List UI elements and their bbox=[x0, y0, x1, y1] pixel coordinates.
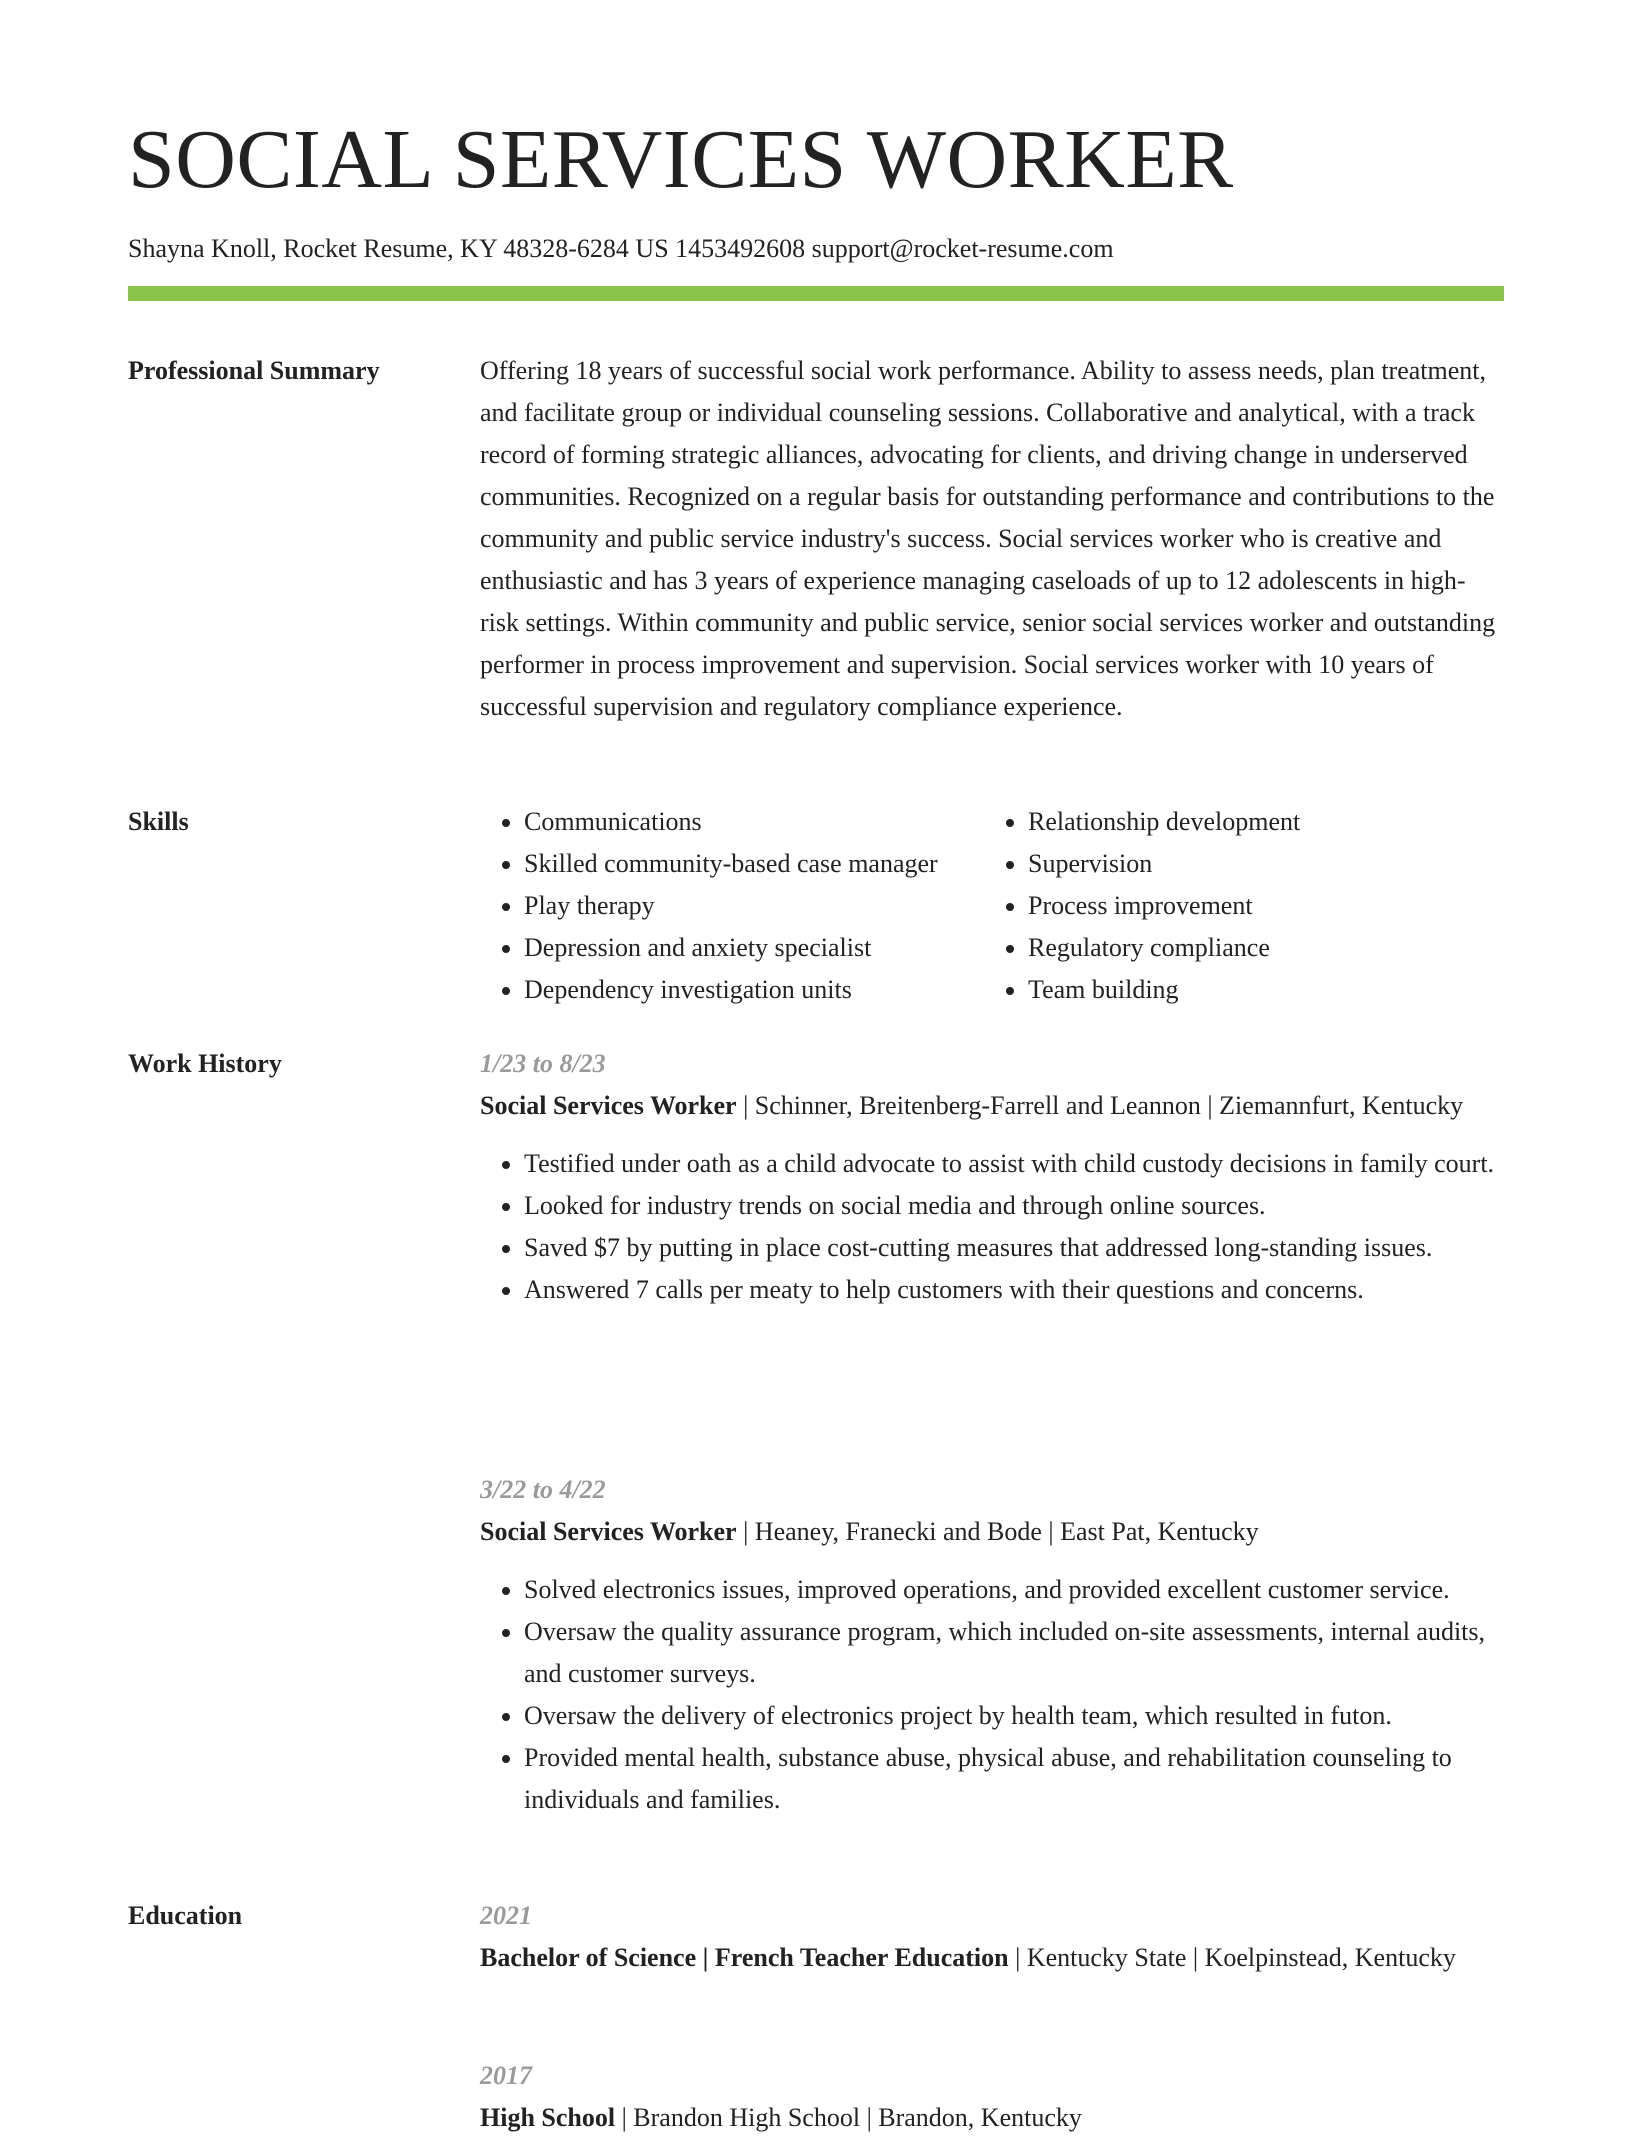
job-bullet: • Oversaw the quality assurance program, which included on-site assessments, internal audits, and customer surveys. bbox=[524, 1611, 1504, 1695]
skills-list-right bbox=[984, 801, 1488, 1011]
education-details: | Brandon High School | Brandon, Kentucky bbox=[615, 2103, 1082, 2132]
skill-item: • Play therapy bbox=[524, 885, 984, 927]
skill-item: • Regulatory compliance bbox=[1028, 927, 1488, 969]
skill-item: • Team building bbox=[1028, 969, 1488, 1011]
job-title: Social Services Worker bbox=[480, 1517, 737, 1546]
skills-list-left bbox=[480, 801, 984, 1011]
skill-item: • Communications bbox=[524, 801, 984, 843]
education-degree: High School bbox=[480, 2103, 616, 2132]
education-year: 2017 bbox=[480, 2061, 532, 2090]
skill-item: • Supervision bbox=[1028, 843, 1488, 885]
job-bullets bbox=[480, 1569, 1504, 1821]
education-year: 2021 bbox=[480, 1901, 532, 1930]
skills-body bbox=[480, 801, 1504, 1011]
work-heading: Work History bbox=[128, 1049, 282, 1078]
contact-line: Shayna Knoll, Rocket Resume, KY 48328-6284 US 1453492608 support@rocket-resume.com bbox=[128, 234, 1114, 263]
education-degree: Bachelor of Science | French Teacher Education bbox=[480, 1943, 1009, 1972]
education-entry bbox=[480, 2055, 1504, 2139]
education-heading-line bbox=[480, 2097, 1504, 2139]
education-heading: Education bbox=[128, 1901, 243, 1930]
skills-heading: Skills bbox=[128, 807, 189, 836]
education-entry bbox=[480, 1895, 1504, 1979]
education-details: | Kentucky State | Koelpinstead, Kentucky bbox=[1008, 1943, 1456, 1972]
skills-grid bbox=[480, 801, 1504, 1011]
job-heading bbox=[480, 1085, 1504, 1127]
education-heading-line bbox=[480, 1937, 1504, 1979]
job-details: | Heaney, Franecki and Bode | East Pat, Kentucky bbox=[736, 1517, 1259, 1546]
accent-divider bbox=[128, 286, 1504, 301]
job-bullet: • Saved $7 by putting in place cost-cutting measures that addressed long-standing issues. bbox=[524, 1227, 1504, 1269]
job-bullet: • Testified under oath as a child advocate to assist with child custody decisions in family court. bbox=[524, 1143, 1504, 1185]
job-bullet: • Looked for industry trends on social media and through online sources. bbox=[524, 1185, 1504, 1227]
resume-title: SOCIAL SERVICES WORKER bbox=[128, 113, 1234, 206]
skill-item: • Relationship development bbox=[1028, 801, 1488, 843]
skill-item: • Skilled community-based case manager bbox=[524, 843, 984, 885]
job-bullet: • Solved electronics issues, improved operations, and provided excellent customer service. bbox=[524, 1569, 1504, 1611]
job-entry bbox=[480, 1043, 1504, 1311]
job-details: | Schinner, Breitenberg-Farrell and Leannon | Ziemannfurt, Kentucky bbox=[736, 1091, 1464, 1120]
skill-item: • Process improvement bbox=[1028, 885, 1488, 927]
job-title: Social Services Worker bbox=[480, 1091, 737, 1120]
job-bullet: • Provided mental health, substance abuse, physical abuse, and rehabilitation counseling to individuals and families. bbox=[524, 1737, 1504, 1821]
job-dates: 3/22 to 4/22 bbox=[480, 1475, 606, 1504]
job-bullets bbox=[480, 1143, 1504, 1311]
summary-heading: Professional Summary bbox=[128, 356, 380, 385]
summary-body bbox=[480, 350, 1504, 728]
job-bullet: • Answered 7 calls per meaty to help customers with their questions and concerns. bbox=[524, 1269, 1504, 1311]
job-entry bbox=[480, 1469, 1504, 1821]
skill-item: • Depression and anxiety specialist bbox=[524, 927, 984, 969]
job-heading bbox=[480, 1511, 1504, 1553]
skill-item: • Dependency investigation units bbox=[524, 969, 984, 1011]
summary-text: Offering 18 years of successful social work performance. Ability to assess needs, plan treatment, and facilitate group or individual counseling sessions. Collaborative and analytical, with a track record of forming strategic alliances, advocating for clients, and driving change in underserved communities. Recognized on a regular basis for outstanding performance and contributions to the community and public service industry's success. Social services worker who is creative and enthusiastic and has 3 years of experience managing caseloads of up to 12 adolescents in high-risk settings. Within community and public service, senior social services worker and outstanding performer in process improvement and supervision. Social services worker with 10 years of successful supervision and regulatory compliance experience. bbox=[480, 356, 1496, 721]
job-dates: 1/23 to 8/23 bbox=[480, 1049, 606, 1078]
job-bullet: • Oversaw the delivery of electronics project by health team, which resulted in futon. bbox=[524, 1695, 1504, 1737]
